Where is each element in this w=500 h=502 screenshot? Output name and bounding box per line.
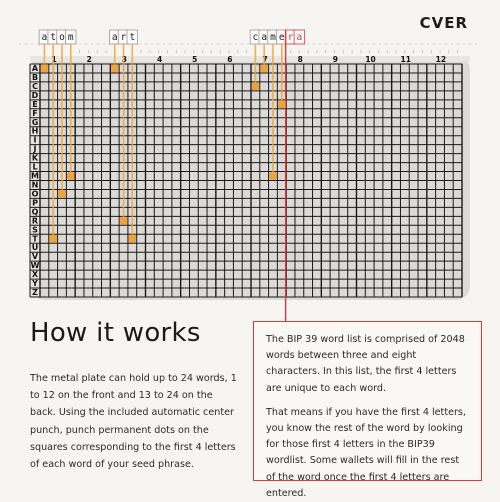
column-label: 3 — [121, 55, 128, 64]
guide-dot — [175, 43, 176, 44]
row-label: I — [33, 135, 37, 145]
letter-box-char: r — [287, 32, 294, 44]
column-label: 11 — [400, 55, 411, 64]
letter-box-char: a — [296, 32, 303, 44]
guide-dot — [139, 43, 140, 44]
row-label: R — [31, 216, 39, 226]
row-label: J — [33, 144, 37, 154]
row-label: K — [31, 153, 39, 163]
how-it-works-text: The metal plate can hold up to 24 words, 1 to 12 on the front and 13 to 24 on the back. Using the included automatic center punch, punch permanent dots on the squares corresponding to the first 4 letters of each word of your seed phrase. — [30, 373, 237, 471]
letter-box-char: a — [261, 32, 268, 44]
row-label: D — [31, 90, 39, 100]
row-label: Z — [32, 288, 38, 298]
guide-dot — [187, 43, 188, 44]
guide-dot — [181, 43, 182, 44]
guide-dot — [169, 43, 170, 44]
row-label: U — [31, 243, 39, 253]
column-label: 7 — [262, 55, 268, 64]
row-label: P — [32, 198, 38, 208]
row-label: C — [32, 81, 38, 91]
guide-dot — [463, 43, 464, 44]
guide-dot — [157, 43, 158, 44]
punch-mark — [49, 235, 56, 243]
row-label: M — [31, 171, 39, 181]
row-label: B — [31, 72, 39, 82]
row-label: G — [31, 117, 39, 127]
info-paragraph-2: That means if you have the first 4 letters, you know the rest of the word by looking for those first 4 letters in the BIP39 wordlist. Some wallets will fill in the rest of the word once the first 4 letters are entered. — [266, 406, 466, 499]
letter-box-char: a — [41, 32, 48, 44]
punch-mark — [120, 217, 127, 225]
punch-mark — [67, 172, 74, 180]
guide-dot — [79, 43, 80, 44]
guide-dot — [199, 43, 200, 44]
row-label: E — [32, 99, 38, 109]
guide-dot — [403, 43, 404, 44]
guide-dot — [97, 43, 98, 44]
row-label: N — [31, 180, 39, 190]
guide-dot — [397, 43, 398, 44]
guide-dot — [337, 43, 338, 44]
guide-dot — [151, 43, 152, 44]
guide-dot — [19, 43, 20, 44]
guide-dot — [415, 43, 416, 44]
letter-box-char: a — [111, 32, 118, 44]
guide-dot — [193, 43, 194, 44]
letter-box-char: m — [270, 32, 276, 44]
bip39-info-box — [253, 321, 482, 499]
column-label: 8 — [297, 55, 303, 64]
letter-box-char: r — [120, 32, 127, 44]
metal-plate — [30, 56, 470, 300]
guide-dot — [145, 43, 146, 44]
punch-mark — [129, 235, 136, 243]
guide-dot — [211, 43, 212, 44]
guide-dot — [103, 43, 104, 44]
guide-dot — [235, 43, 236, 44]
guide-dot — [385, 43, 386, 44]
guide-dot — [427, 43, 428, 44]
column-label: 9 — [332, 55, 339, 64]
guide-dot — [439, 43, 440, 44]
guide-dot — [361, 43, 362, 44]
row-label: F — [32, 108, 38, 118]
column-label: 1 — [51, 55, 57, 64]
guide-dot — [379, 43, 380, 44]
column-label: 2 — [86, 55, 92, 64]
guide-dot — [391, 43, 392, 44]
guide-dot — [325, 43, 326, 44]
row-label: X — [31, 270, 39, 280]
guide-dot — [223, 43, 224, 44]
guide-dot — [163, 43, 164, 44]
guide-dot — [229, 43, 230, 44]
punch-mark — [41, 65, 48, 73]
guide-dot — [91, 43, 92, 44]
guide-dot — [205, 43, 206, 44]
guide-dot — [319, 43, 320, 44]
guide-dot — [421, 43, 422, 44]
letter-box-char: t — [50, 32, 57, 44]
letter-box-char: m — [67, 32, 74, 44]
letter-box-char: e — [278, 32, 285, 44]
guide-dot — [349, 43, 350, 44]
row-label: Y — [32, 279, 38, 289]
column-label: 4 — [156, 55, 163, 64]
letter-box-char: t — [129, 32, 136, 44]
guide-dot — [355, 43, 356, 44]
guide-dot — [469, 43, 470, 44]
row-label: H — [31, 126, 39, 136]
section-heading: How it works — [30, 318, 201, 348]
guide-dot — [37, 43, 38, 44]
column-label: 6 — [227, 55, 233, 64]
punch-mark — [58, 190, 65, 198]
guide-dot — [31, 43, 32, 44]
punch-mark — [278, 101, 285, 109]
info-paragraph-1: The BIP 39 word list is comprised of 2048 words between three and eight characters. In this list, the first 4 letters are unique to each word. — [266, 334, 465, 394]
guide-dot — [85, 43, 86, 44]
punch-mark — [252, 83, 259, 91]
brand-logo: CVER — [419, 14, 468, 32]
guide-dot — [25, 43, 26, 44]
guide-dot — [367, 43, 368, 44]
column-label: 5 — [192, 55, 198, 64]
letter-box-char: o — [59, 32, 65, 44]
row-label: W — [30, 261, 40, 271]
punch-mark — [269, 172, 276, 180]
column-label: 12 — [435, 55, 447, 64]
column-label: 10 — [365, 55, 376, 64]
guide-dot — [451, 43, 452, 44]
row-label: V — [31, 252, 39, 262]
guide-dot — [331, 43, 332, 44]
guide-dot — [343, 43, 344, 44]
row-label: L — [32, 162, 38, 172]
row-label: T — [32, 234, 38, 244]
guide-dot — [409, 43, 410, 44]
guide-dot — [433, 43, 434, 44]
guide-dot — [445, 43, 446, 44]
letter-box-char: c — [252, 32, 259, 44]
row-label: A — [31, 63, 39, 73]
guide-dot — [457, 43, 458, 44]
row-label: O — [31, 189, 39, 199]
row-label: Q — [31, 207, 39, 217]
guide-dot — [241, 43, 242, 44]
row-label: S — [32, 225, 38, 235]
guide-dot — [313, 43, 314, 44]
punch-mark — [111, 65, 118, 73]
guide-dot — [217, 43, 218, 44]
punch-mark — [260, 65, 267, 73]
guide-dot — [475, 43, 476, 44]
guide-dot — [247, 43, 248, 44]
guide-dot — [373, 43, 374, 44]
guide-dot — [307, 43, 308, 44]
